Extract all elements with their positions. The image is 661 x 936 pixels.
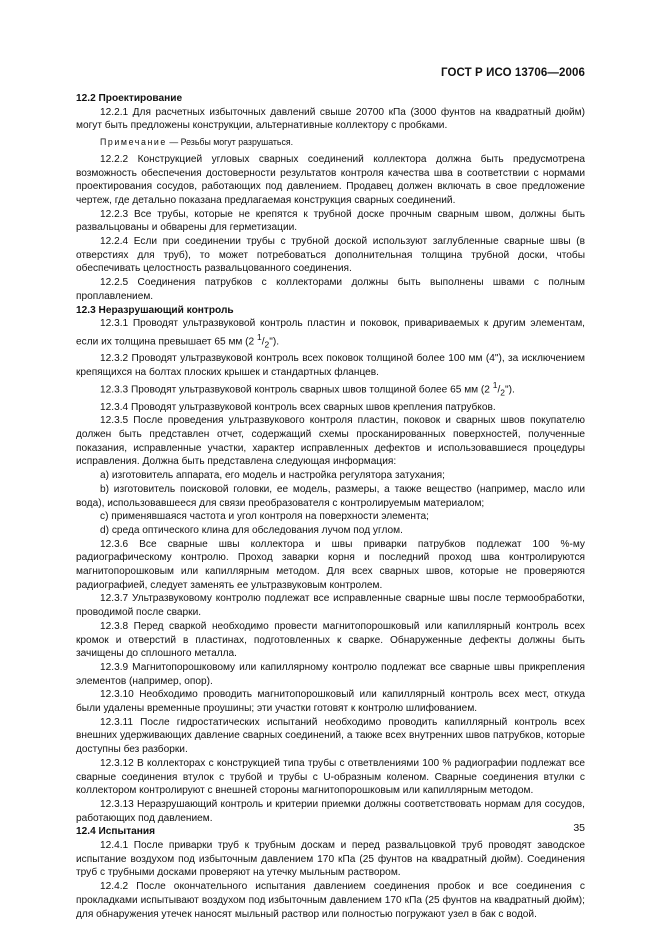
page-body (76, 92, 585, 921)
paragraph-12-3-11: 12.3.11 После гидростатических испытаний необходимо проводить капиллярный контроль всех внешних удерживающих давление сварных соединений, а также всех внутренних швов патрубков, которые доступны без разборки. (76, 716, 585, 756)
paragraph-12-4-2: 12.4.2 После окончательного испытания давлением соединения пробок и все соединения с прокладками испытывают воздухом под избыточным давлением 170 кПа (25 фунтов на квадратный дюйм); для обнаружения утечек наносят мыльный раствор или полностью погружают узел в бак с водой. (76, 881, 585, 920)
fraction-denominator: 2 (500, 387, 505, 398)
paragraph-12-4-1: 12.4.1 После приварки труб к трубным доскам и перед развальцовкой труб проводят заводское испытание воздухом под избыточным давлением 170 кПа (25 фунтов на квадратный дюйм). Соединения труб с трубными досками проверяют на утечку мыльным раствором. (76, 840, 585, 879)
paragraph-12-3-3: 12.3.3 Проводят ультразвуковой контроль сварных швов толщиной более 65 мм (2 $^1/_2$"). (100, 380, 515, 398)
fraction-numerator: 1 (257, 331, 262, 342)
paragraph-12-2-4: 12.2.4 Если при соединении трубы с трубной доской используют заглубленные сварные швы (в отверстиях для труб), то может потребоваться дополнительная толщина трубной доски, чтобы обеспечивать целостность развальцованного соединения. (76, 236, 585, 275)
section-heading-12-2: 12.2 Проектирование (76, 93, 183, 104)
document-header: ГОСТ Р ИСО 13706—2006 (440, 67, 585, 79)
note-12-2-1 (76, 136, 585, 150)
paragraph-12-3-2: 12.3.2 Проводят ультразвуковой контроль всех поковок толщиной более 100 мм (4"), за исключением крепящихся на болтах плоских крышек и стандартных фланцев. (76, 353, 585, 378)
paragraph-12-3-8: 12.3.8 Перед сваркой необходимо провести магнитопорошковый или капиллярный контроль всех кромок и отверстий в пластинах, подготовленных к сварке. Обнаруженные дефекты должны быть зачищены до сплошного металла. (76, 620, 585, 660)
paragraph-12-3-12: 12.3.12 В коллекторах с конструкцией типа трубы с ответвлениями 100 % радиографии подлежат все сварные соединения втулок с трубой и трубы с U-образным коленом. Сварные соединения втулки с коллектором контролируют с внешней стороны магнитопорошковым или капиллярным методом. (76, 757, 585, 797)
list-item: a) изготовитель аппарата, его модель и настройка регулятора затухания; (100, 470, 445, 482)
fraction-denominator: 2 (264, 339, 270, 350)
paragraph-12-3-9: 12.3.9 Магнитопорошковому или капиллярному контролю подлежат все сварные швы прикрепления элементов (например, опор). (76, 661, 585, 687)
paragraph-12-2-5: 12.2.5 Соединения патрубков с коллекторами должны быть выполнены швами с полным проплавлением. (76, 277, 585, 302)
list-item: c) применявшаяся частота и угол контроля на поверхности элемента; (100, 511, 429, 523)
paragraph-12-2-1: 12.2.1 Для расчетных избыточных давлений свыше 20700 кПа (3000 фунтов на квадратный дюйм) могут быть предложены конструкции, альтернативные коллектору с пробками. (76, 106, 585, 132)
text-fragment: 12.3.3 Проводят ультразвуковой контроль сварных швов толщиной более 65 мм (2 (100, 384, 493, 396)
note-text: — Резьбы могут разрушаться. (166, 137, 294, 148)
paragraph-12-3-10: 12.3.10 Необходимо проводить магнитопорошковый или капиллярный контроль всех мест, откуда были удалены временные проушины; эти участки готовят к контролю шлифованием. (76, 689, 585, 715)
paragraph-12-3-6: 12.3.6 Все сварные швы коллектора и швы приварки патрубков подлежат 100 %-му радиографическому контролю. Проход заварки корня и последний проход шва контролируются магнитопорошковым или капиллярным методом. Для всех сварных швов, которые не проверяются радиографией, следует заменять ее ультразвуковым контролем. (76, 538, 585, 591)
paragraph-12-3-1: 12.3.1 Проводят ультразвуковой контроль пластин и поковок, привариваемых к другим элементам, если их толщина превышает 65 мм (2 $^1/_2$"). (76, 318, 585, 350)
text-fragment: "). (505, 384, 515, 396)
page-number: 35 (573, 822, 585, 834)
paragraph-12-3-7: 12.3.7 Ультразвуковому контролю подлежат все исправленные сварные швы после термообработки, проводимой после сварки. (76, 593, 585, 619)
paragraph-12-3-13: 12.3.13 Неразрушающий контроль и критерии приемки должны соответствовать нормам для сосудов, работающих под давлением. (76, 798, 585, 824)
paragraph-12-3-4: 12.3.4 Проводят ультразвуковой контроль всех сварных швов крепления патрубков. (100, 401, 496, 413)
section-heading-12-4: 12.4 Испытания (76, 826, 156, 838)
paragraph-12-3-5: 12.3.5 После проведения ультразвукового контроля пластин, поковок и сварных швов покупателю должен быть представлен отчет, содержащий схемы просканированных поверхностей, полученные показания, исправленные участки, характер исправленных дефектов и использовавшиеся процедуры исправления. Должна быть представлена следующая информация: (76, 415, 585, 468)
paragraph-12-2-2: 12.2.2 Конструкцией угловых сварных соединений коллектора должна быть предусмотрена возможность обеспечения достоверности результатов контроля качества шва в соответствии с нормами проектирования сосудов, работающих под давлением. Продавец должен включать в свое предложение чертеж, где детально показана предлагаемая конструкция сварных соединений. (76, 153, 585, 206)
note-label: Примечание (100, 137, 167, 148)
text-fragment: "). (269, 336, 280, 348)
section-heading-12-3: 12.3 Неразрушающий контроль (76, 304, 234, 316)
text-fragment: 12.3.1 Проводят ультразвуковой контроль пластин и поковок, привариваемых к другим элементам, если их толщина превышает 65 мм (2 (76, 318, 585, 348)
list-item: d) среда оптического клина для обследования лучом под углом. (100, 524, 403, 536)
paragraph-12-2-3: 12.2.3 Все трубы, которые не крепятся к трубной доске прочным сварным швом, должны быть развальцованы и обварены для герметизации. (76, 208, 585, 234)
list-item: b) изготовитель поисковой головки, ее модель, размеры, а также вещество (например, масло или вода), использовавшееся для связи преобразователя с контролируемым материалом; (76, 483, 585, 509)
fraction-numerator: 1 (492, 380, 498, 391)
